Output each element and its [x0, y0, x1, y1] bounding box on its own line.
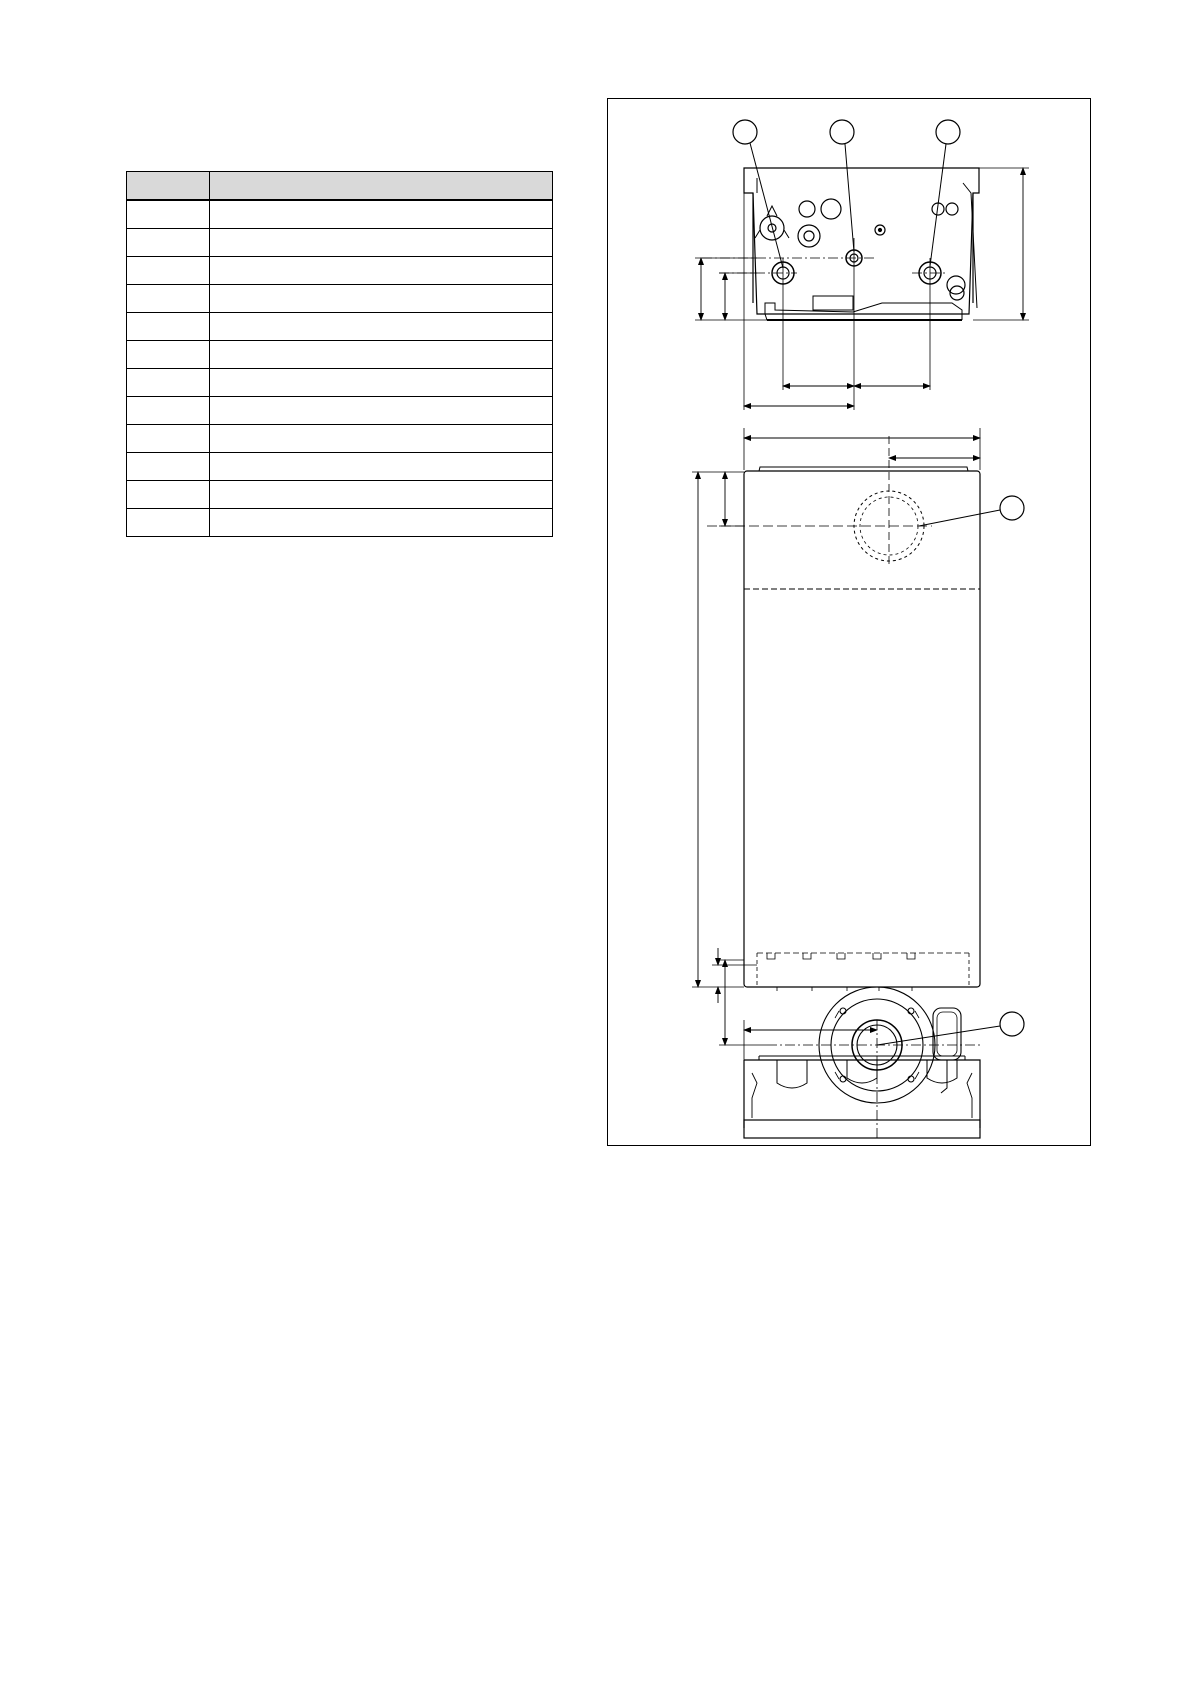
table-cell: [127, 285, 210, 313]
table-row: [127, 341, 553, 369]
table-cell: [127, 341, 210, 369]
table-cell: [210, 481, 553, 509]
table-row: [127, 509, 553, 537]
table-row: [127, 257, 553, 285]
table-cell: [127, 229, 210, 257]
table-cell: [127, 313, 210, 341]
table-row: [127, 285, 553, 313]
table-cell: [210, 257, 553, 285]
table-cell: [127, 369, 210, 397]
table-cell: [127, 425, 210, 453]
table-row: [127, 481, 553, 509]
callout-circle: [1000, 1012, 1024, 1036]
table-cell: [127, 397, 210, 425]
table-cell: [210, 285, 553, 313]
table-row: [127, 313, 553, 341]
table-cell: [127, 257, 210, 285]
table-header-cell: [210, 172, 553, 201]
table-row: [127, 397, 553, 425]
table-cell: [210, 425, 553, 453]
burner-flange-drawing: [607, 98, 1091, 1146]
table-cell: [127, 453, 210, 481]
table-cell: [210, 313, 553, 341]
table-cell: [127, 509, 210, 537]
table-cell: [210, 341, 553, 369]
table-row: [127, 200, 553, 229]
table-header-cell: [127, 172, 210, 201]
table-cell: [210, 369, 553, 397]
table-cell: [210, 200, 553, 229]
table-cell: [127, 481, 210, 509]
table-row: [127, 369, 553, 397]
table-header-row: [127, 172, 553, 201]
table-cell: [210, 509, 553, 537]
table-cell: [210, 397, 553, 425]
table-row: [127, 453, 553, 481]
table-row: [127, 229, 553, 257]
dimensions-table: [126, 171, 553, 537]
table-row: [127, 425, 553, 453]
table-cell: [210, 229, 553, 257]
table-cell: [127, 200, 210, 229]
table-cell: [210, 453, 553, 481]
